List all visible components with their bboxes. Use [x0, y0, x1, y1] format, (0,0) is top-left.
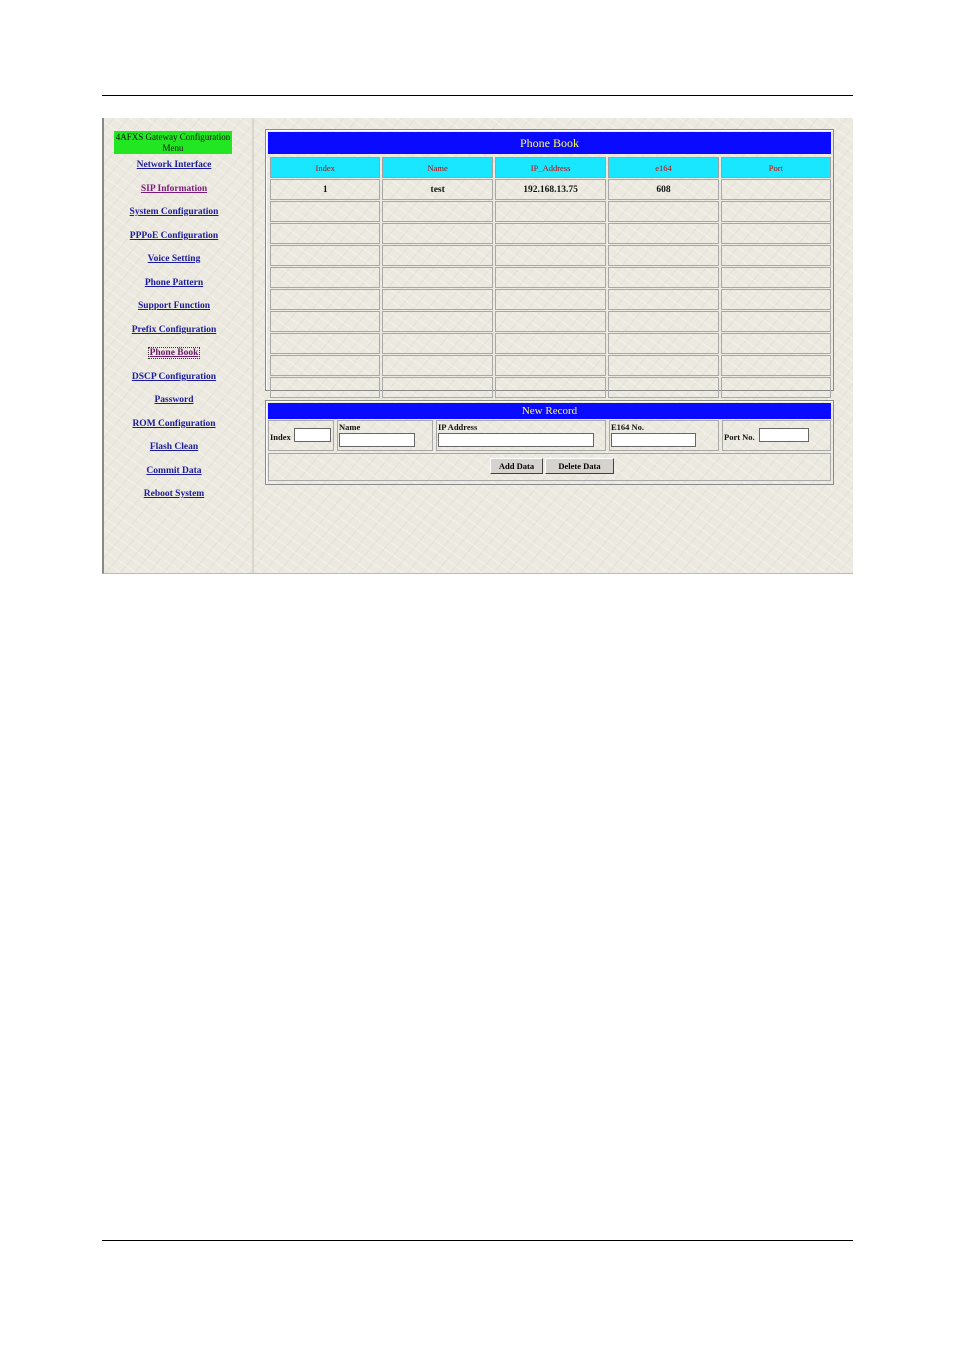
table-cell — [721, 289, 831, 310]
table-row — [270, 245, 831, 266]
menu-system-configuration[interactable]: System Configuration — [129, 207, 219, 217]
table-row — [270, 289, 831, 310]
table-cell — [270, 311, 380, 332]
table-cell — [721, 377, 831, 398]
e164-input[interactable] — [611, 433, 696, 447]
port-cell — [722, 420, 831, 451]
config-menu-sidebar — [104, 118, 254, 573]
table-cell — [608, 333, 718, 354]
table-row — [270, 377, 831, 398]
table-cell: test — [382, 179, 492, 200]
table-row — [270, 223, 831, 244]
table-cell — [608, 289, 718, 310]
table-cell — [721, 355, 831, 376]
table-cell — [270, 333, 380, 354]
table-cell — [495, 377, 606, 398]
index-label: Index — [270, 432, 291, 442]
add-data-button[interactable]: Add Data — [490, 458, 543, 474]
table-cell: 192.168.13.75 — [495, 179, 606, 200]
ip-address-input[interactable] — [438, 433, 594, 447]
table-cell — [495, 311, 606, 332]
table-cell — [495, 201, 606, 222]
new-record-actions — [268, 453, 831, 481]
phone-book-panel — [265, 129, 834, 391]
table-cell — [608, 267, 718, 288]
table-cell — [721, 267, 831, 288]
menu-rom-configuration[interactable]: ROM Configuration — [132, 419, 216, 429]
column-header-port: Port — [721, 157, 831, 178]
header-rule — [102, 95, 853, 96]
column-header-index: Index — [270, 157, 380, 178]
menu-prefix-configuration[interactable]: Prefix Configuration — [131, 325, 217, 335]
table-cell — [382, 333, 492, 354]
menu-phone-book[interactable]: Phone Book — [149, 348, 199, 358]
table-row — [270, 355, 831, 376]
table-row — [270, 201, 831, 222]
table-cell — [495, 355, 606, 376]
table-cell — [721, 245, 831, 266]
menu-commit-data[interactable]: Commit Data — [146, 466, 202, 476]
table-cell — [608, 377, 718, 398]
table-cell — [608, 201, 718, 222]
menu-support-function[interactable]: Support Function — [137, 301, 211, 311]
table-cell — [270, 267, 380, 288]
column-header-e164: e164 — [608, 157, 718, 178]
table-cell — [270, 223, 380, 244]
menu-network-interface[interactable]: Network Interface — [136, 160, 212, 170]
menu-pppoe-configuration[interactable]: PPPoE Configuration — [129, 231, 219, 241]
new-record-title: New Record — [268, 403, 831, 419]
table-cell — [382, 311, 492, 332]
table-cell: 1 — [270, 179, 380, 200]
table-cell — [270, 355, 380, 376]
e164-cell — [609, 420, 719, 451]
delete-data-button[interactable]: Delete Data — [545, 458, 614, 474]
table-cell — [495, 333, 606, 354]
menu-sip-information[interactable]: SIP Information — [140, 184, 208, 194]
table-cell — [608, 311, 718, 332]
table-row — [270, 311, 831, 332]
gateway-config-window — [102, 118, 853, 574]
name-cell — [337, 420, 433, 451]
table-cell — [721, 311, 831, 332]
footer-rule — [102, 1240, 853, 1241]
table-cell — [608, 245, 718, 266]
table-row — [270, 333, 831, 354]
table-cell — [495, 245, 606, 266]
table-cell — [721, 179, 831, 200]
menu-voice-setting[interactable]: Voice Setting — [147, 254, 201, 264]
table-cell — [721, 333, 831, 354]
name-label: Name — [339, 422, 361, 432]
new-record-form — [268, 420, 831, 451]
e164-label: E164 No. — [611, 422, 645, 432]
table-cell — [721, 201, 831, 222]
menu-phone-pattern[interactable]: Phone Pattern — [144, 278, 204, 288]
table-cell — [495, 289, 606, 310]
table-cell — [270, 245, 380, 266]
new-record-panel — [265, 400, 834, 485]
port-input[interactable] — [759, 428, 809, 442]
phone-book-table — [268, 157, 833, 398]
menu-password[interactable]: Password — [154, 395, 194, 405]
phone-book-rows — [270, 178, 831, 398]
column-header-ip-address: IP_Address — [495, 157, 606, 178]
menu-dscp-configuration[interactable]: DSCP Configuration — [131, 372, 217, 382]
table-cell — [608, 355, 718, 376]
table-cell — [495, 223, 606, 244]
ip-address-label: IP Address — [438, 422, 478, 432]
menu-flash-clean[interactable]: Flash Clean — [149, 442, 199, 452]
table-cell — [495, 267, 606, 288]
table-cell: 608 — [608, 179, 718, 200]
table-cell — [382, 245, 492, 266]
table-cell — [382, 223, 492, 244]
table-cell — [382, 267, 492, 288]
table-cell — [382, 355, 492, 376]
table-row — [270, 267, 831, 288]
table-cell — [608, 223, 718, 244]
menu-reboot-system[interactable]: Reboot System — [143, 489, 205, 499]
menu-header: 4AFXS Gateway Configuration Menu — [115, 132, 231, 153]
index-cell — [268, 420, 334, 451]
table-row — [270, 179, 831, 200]
ip-address-cell — [436, 420, 606, 451]
table-cell — [270, 289, 380, 310]
phone-book-header-row — [270, 157, 831, 178]
port-label: Port No. — [724, 432, 755, 442]
name-input[interactable] — [339, 433, 415, 447]
phone-book-title: Phone Book — [268, 132, 831, 154]
table-cell — [270, 201, 380, 222]
table-cell — [382, 289, 492, 310]
table-cell — [382, 377, 492, 398]
table-cell — [270, 377, 380, 398]
table-cell — [382, 201, 492, 222]
table-cell — [721, 223, 831, 244]
column-header-name: Name — [382, 157, 492, 178]
index-input[interactable] — [294, 428, 331, 442]
